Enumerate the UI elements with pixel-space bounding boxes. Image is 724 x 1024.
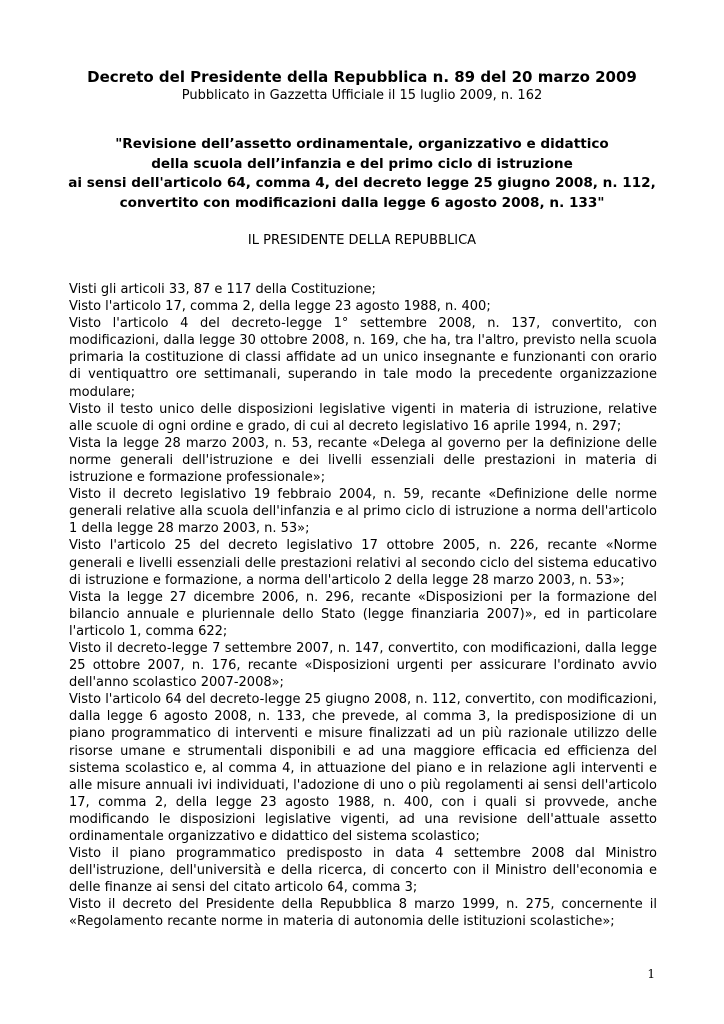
preamble-paragraph: Visto il decreto legislativo 19 febbraio 2004, n. 59, recante «Definizione delle norme generali relative alla scuola dell'infanzia e al primo ciclo di istruzione a norma dell'articolo 1 della legge 28 marzo 2003, n. 53»; [69,487,657,537]
document-title: Decreto del Presidente della Repubblica n. 89 del 20 marzo 2009 [87,68,637,86]
decree-heading-line: ai sensi dell'articolo 64, comma 4, del decreto legge 25 giugno 2008, n. 112, [68,175,656,191]
decree-heading-line: "Revisione dell’assetto ordinamentale, organizzativo e didattico [115,136,609,152]
preamble-paragraph: Visto l'articolo 25 del decreto legislativo 17 ottobre 2005, n. 226, recante «Norme generali e livelli essenziali delle prestazioni relativi al secondo ciclo del sistema educativo di istruzione e formazione, a norma dell'articolo 2 della legge 28 marzo 2003, n. 53»; [69,538,657,588]
preamble-paragraph: Visto il testo unico delle disposizioni legislative vigenti in materia di istruzione, relative alle scuole di ogni ordine e grado, di cui al decreto legislativo 16 aprile 1994, n. 297; [69,401,657,434]
preamble-paragraph: Vista la legge 27 dicembre 2006, n. 296, recante «Disposizioni per la formazione del bilancio annuale e pluriennale dello Stato (legge finanziaria 2007)», ed in particolare l'articolo 1, comma 622; [69,589,657,639]
preamble-paragraph: Visto l'articolo 4 del decreto-legge 1° settembre 2008, n. 137, convertito, con modificazioni, dalla legge 30 ottobre 2008, n. 169, che ha, tra l'altro, previsto nella scuola primaria la costituzione di classi affidate ad un unico insegnante e funzionanti con orario di ventiquattro ore settimanali, superando in tale modo la precedente organizzazione modulare; [69,316,657,400]
document-body [69,281,657,931]
preamble-paragraph: Visto l'articolo 17, comma 2, della legge 23 agosto 1988, n. 400; [69,299,491,315]
preamble-paragraph: Visto l'articolo 64 del decreto-legge 25 giugno 2008, n. 112, convertito, con modificazioni, dalla legge 6 agosto 2008, n. 133, che prevede, al comma 3, la predisposizione di un piano programmatico di interventi e misure finalizzati ad un più razionale utilizzo delle risorse umane e strumentali disponibili e ad una maggiore efficacia ed efficienza del sistema scolastico e, al comma 4, in attuazione del piano e in relazione agli interventi e alle misure annuali ivi individuati, l'adozione di uno o più regolamenti ai sensi dell'articolo 17, comma 2, della legge 23 agosto 1988, n. 400, con i quali si provvede, anche modificando le disposizioni legislative vigenti, ad una revisione dell'attuale assetto ordinamentale organizzativo e didattico del sistema scolastico; [69,692,657,844]
preamble-paragraph: Visto il decreto-legge 7 settembre 2007, n. 147, convertito, con modificazioni, dalla legge 25 ottobre 2007, n. 176, recante «Disposizioni urgenti per assicurare l'ordinato avvio dell'anno scolastico 2007-2008»; [69,640,657,691]
preamble-paragraph: Visto il piano programmatico predisposto in data 4 settembre 2008 dal Ministro dell'istruzione, dell'università e della ricerca, di concerto con il Ministro dell'economia e delle finanze ai sensi del citato articolo 64, comma 3; [69,846,657,896]
decree-heading-line: della scuola dell’infanzia e del primo ciclo di istruzione [151,155,573,172]
page-number: 1 [647,967,655,981]
president-heading: IL PRESIDENTE DELLA REPUBBLICA [247,233,477,248]
preamble-paragraph: Visti gli articoli 33, 87 e 117 della Costituzione; [69,282,376,297]
preamble-paragraph: Vista la legge 28 marzo 2003, n. 53, recante «Delega al governo per la definizione delle norme generali dell'istruzione e dei livelli essenziali delle prestazioni in materia di istruzione e formazione professionale»; [69,435,657,486]
decree-heading [60,135,664,213]
decree-heading-line: convertito con modificazioni dalla legge 6 agosto 2008, n. 133" [119,194,605,211]
preamble-paragraph: Visto il decreto del Presidente della Repubblica 8 marzo 1999, n. 275, concernente il «Regolamento recante norme in materia di autonomia delle istituzioni scolastiche»; [69,897,657,930]
publication-note: Pubblicato in Gazzetta Ufficiale il 15 luglio 2009, n. 162 [181,88,543,103]
